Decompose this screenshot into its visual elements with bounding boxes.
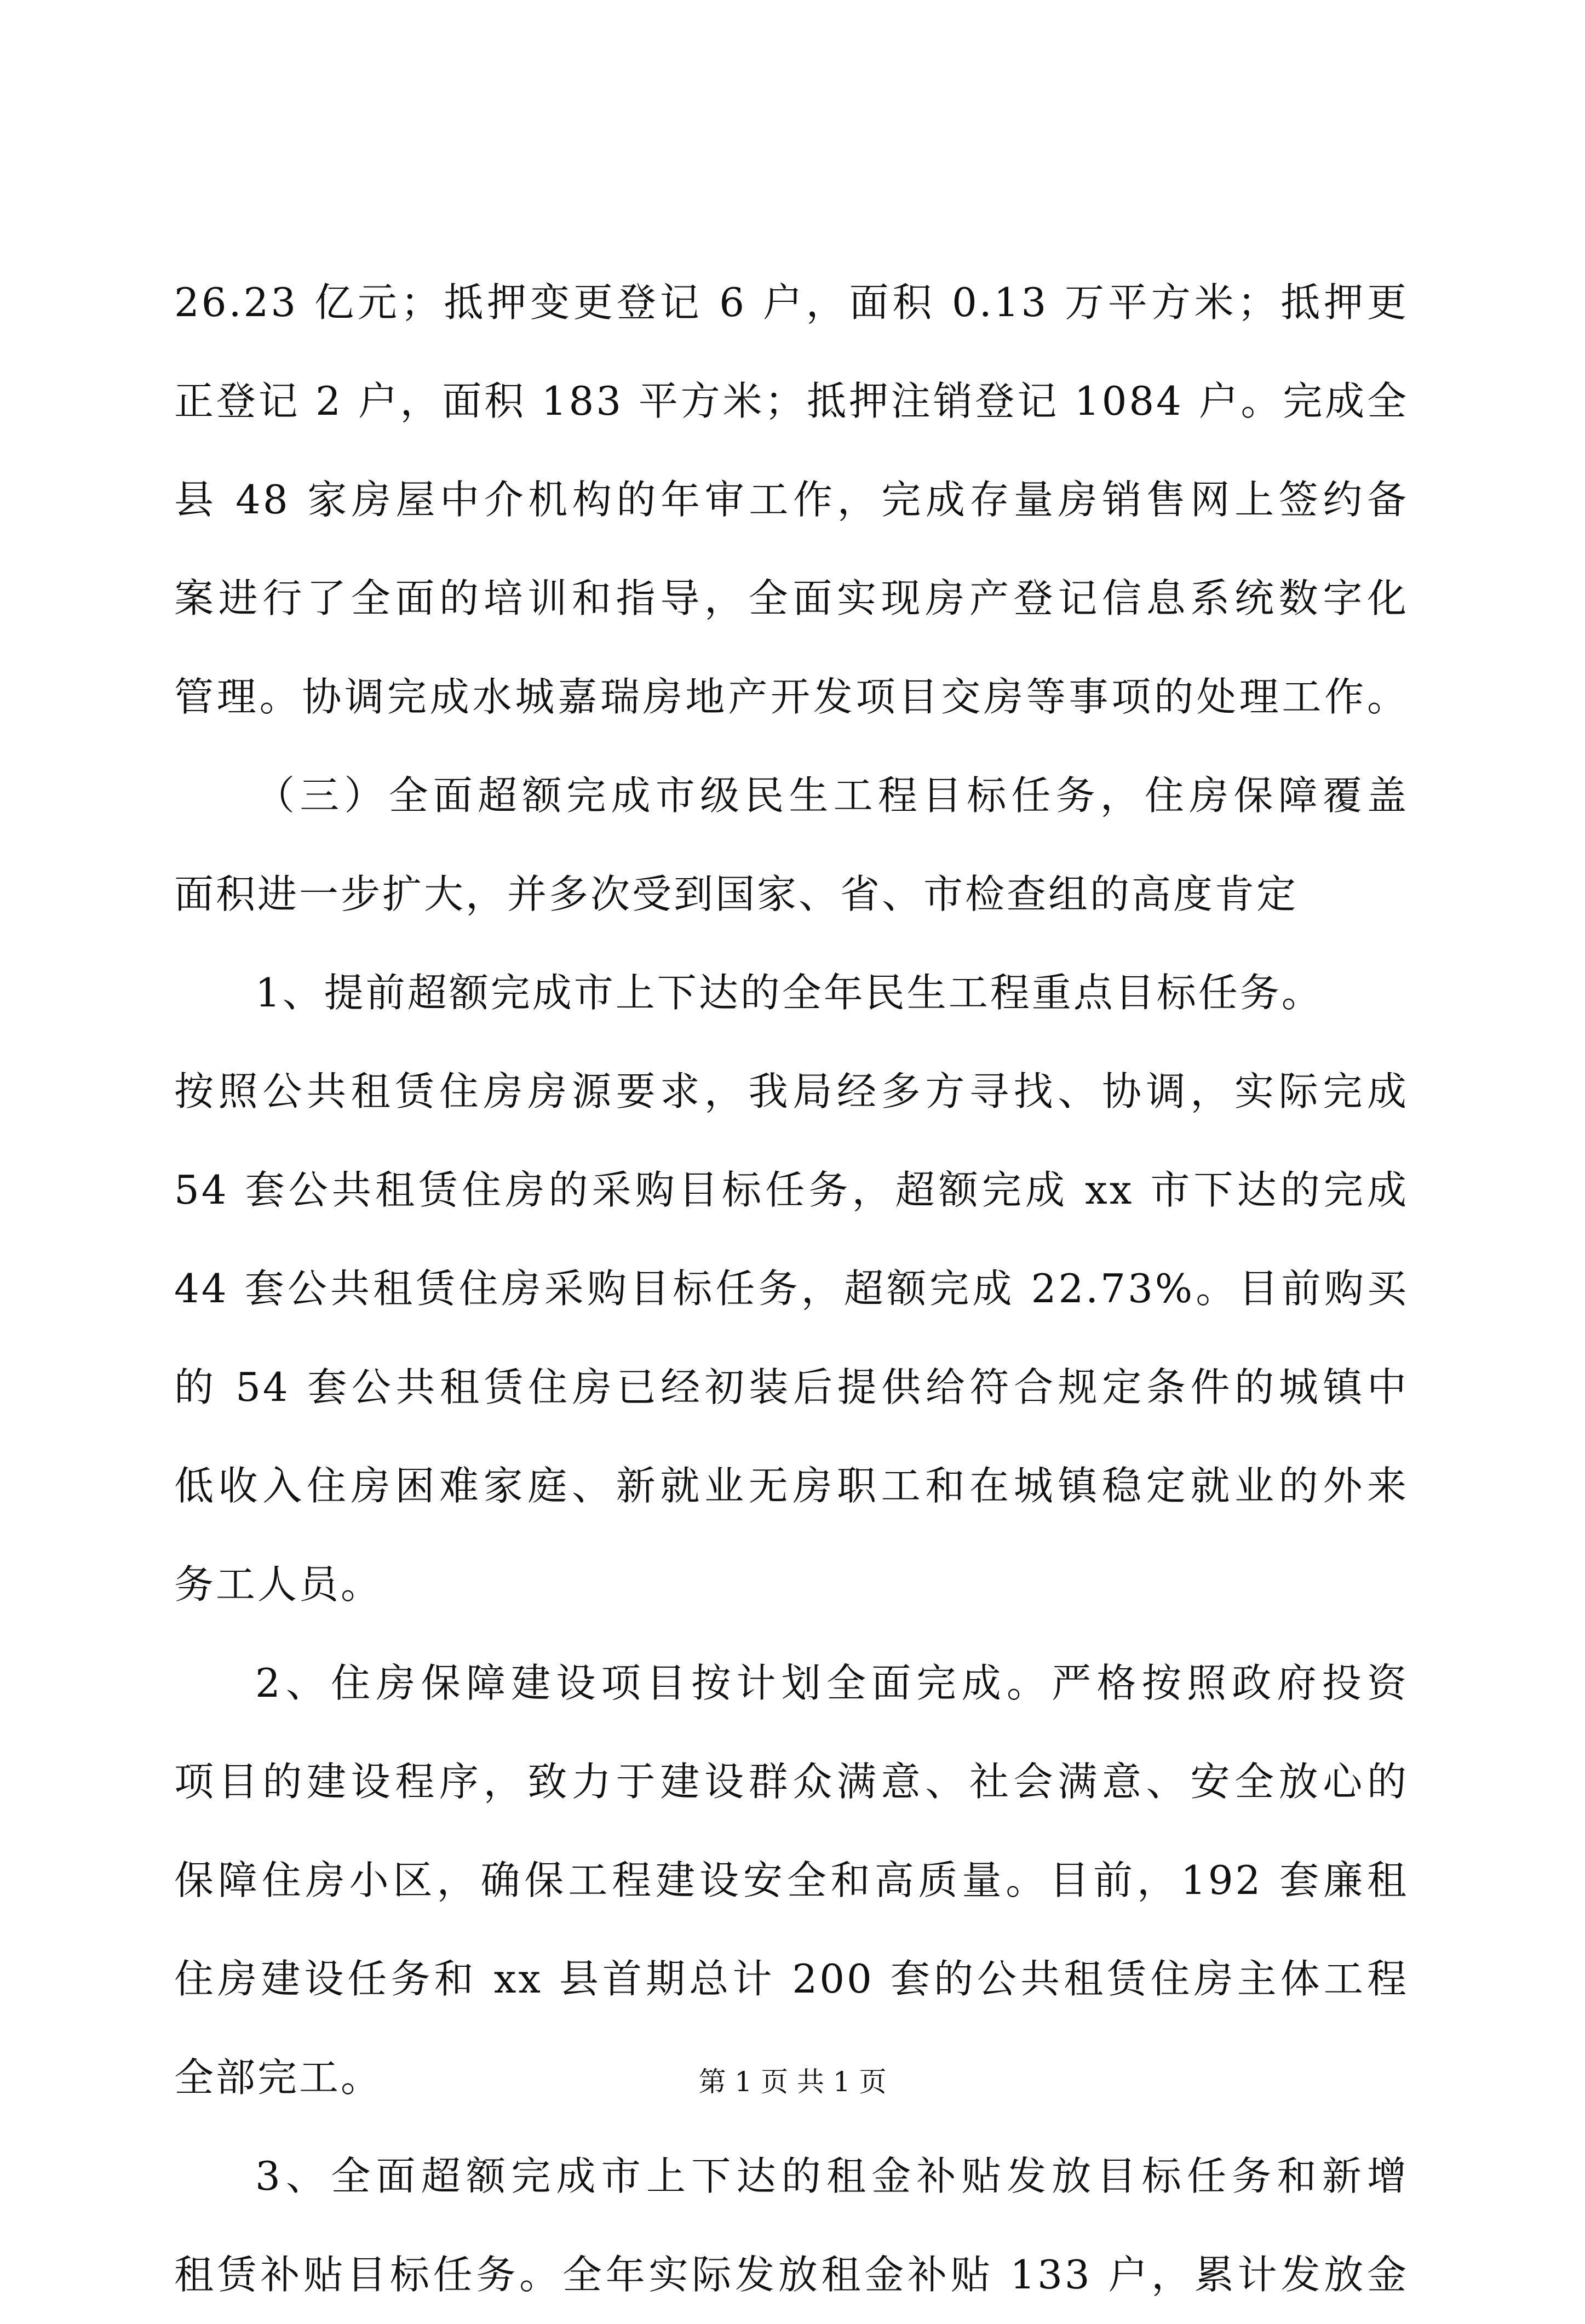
paragraph-first-line: 2、住房保障建设项目按计划全面完成。严格按照政府投资 bbox=[255, 1660, 1409, 1706]
text-line: 的 54 套公共租赁住房已经初装后提供给符合规定条件的城镇中 bbox=[174, 1364, 1409, 1410]
paragraph-first-line: 3、全面超额完成市上下达的租金补贴发放目标任务和新增 bbox=[255, 2153, 1409, 2199]
text-line: 26.23 亿元；抵押变更登记 6 户，面积 0.13 万平方米；抵押更 bbox=[174, 279, 1409, 325]
text-line: 管理。协调完成水城嘉瑞房地产开发项目交房等事项的处理工作。 bbox=[174, 674, 1409, 720]
text-line: 保障住房小区，确保工程建设安全和高质量。目前，192 套廉租 bbox=[174, 1857, 1409, 1903]
page-footer: 第 1 页 共 1 页 bbox=[698, 2066, 887, 2098]
text-line: 项目的建设程序，致力于建设群众满意、社会满意、安全放心的 bbox=[174, 1759, 1409, 1805]
text-line: 44 套公共租赁住房采购目标任务，超额完成 22.73%。目前购买 bbox=[174, 1266, 1409, 1312]
section-heading-line: （三）全面超额完成市级民生工程目标任务，住房保障覆盖 bbox=[255, 772, 1409, 818]
text-line: 按照公共租赁住房房源要求，我局经多方寻找、协调，实际完成 bbox=[174, 1068, 1409, 1114]
text-line: 54 套公共租赁住房的采购目标任务，超额完成 xx 市下达的完成 bbox=[174, 1167, 1409, 1213]
text-line: 案进行了全面的培训和指导，全面实现房产登记信息系统数字化 bbox=[174, 575, 1409, 621]
section-heading-line: 面积进一步扩大，并多次受到国家、省、市检查组的高度肯定 bbox=[174, 871, 1299, 917]
paragraph-last-line: 全部完工。 bbox=[174, 2054, 383, 2100]
text-line: 县 48 家房屋中介机构的年审工作，完成存量房销售网上签约备 bbox=[174, 477, 1409, 523]
text-line: 住房建设任务和 xx 县首期总计 200 套的公共租赁住房主体工程 bbox=[174, 1956, 1409, 2002]
text-line: 正登记 2 户，面积 183 平方米；抵押注销登记 1084 户。完成全 bbox=[174, 378, 1409, 424]
text-line: 低收入住房困难家庭、新就业无房职工和在城镇稳定就业的外来 bbox=[174, 1463, 1409, 1509]
paragraph-first-line: 1、提前超额完成市上下达的全年民生工程重点目标任务。 bbox=[255, 970, 1323, 1016]
body-text bbox=[174, 253, 1409, 2324]
paragraph-last-line: 务工人员。 bbox=[174, 1561, 383, 1607]
text-line: 租赁补贴目标任务。全年实际发放租金补贴 133 户，累计发放金 bbox=[174, 2252, 1409, 2298]
